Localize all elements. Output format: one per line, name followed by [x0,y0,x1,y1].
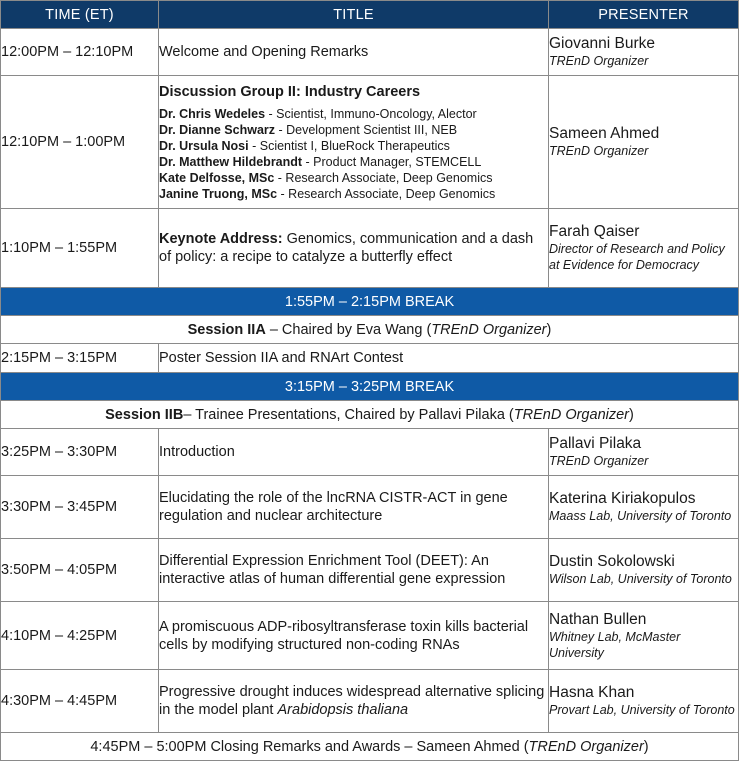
panelist-name: Dr. Dianne Schwarz [159,122,276,137]
header-row [1,1,739,29]
panelist-desc: - Scientist I, BlueRock Therapeutics [248,138,450,153]
keynote-title: Genomics, communication and a dash of policy: a recipe to catalyze a butterfly effect [159,231,534,265]
presenter-role: Provart Lab, University of Toronto [549,703,735,717]
session-heading [1,401,739,429]
session-close-paren: ) [546,321,552,338]
session-row-iib [1,401,739,429]
title-cell [159,670,549,733]
presenter-name: Pallavi Pilaka [549,435,642,452]
panelist-desc: - Research Associate, Deep Genomics [274,170,493,185]
presenter-cell [549,429,739,476]
title-cell: Introduction [159,429,549,476]
schedule-row-talk [1,539,739,602]
session-label: Session IIB [105,406,184,423]
presenter-role: Maass Lab, University of Toronto [549,509,732,523]
presenter-name: Giovanni Burke [549,35,655,52]
panelist [159,154,548,170]
break-label: 1:55PM – 2:15PM BREAK [1,288,739,316]
time-cell: 4:30PM – 4:45PM [1,670,159,733]
presenter-name: Nathan Bullen [549,610,647,628]
session-chair-role: TREnD Organizer [513,406,629,423]
panelist [159,122,548,138]
presenter-cell [549,209,739,288]
presenter-cell [549,476,739,539]
presenter-name: Sameen Ahmed [549,125,660,142]
discussion-heading: Discussion Group II: Industry Careers [159,83,421,100]
header-title: TITLE [159,1,549,29]
schedule-row-keynote [1,209,739,288]
session-label: Session IIA [187,321,266,338]
schedule-row-intro [1,429,739,476]
presenter-name: Hasna Khan [549,684,635,701]
header-presenter: PRESENTER [549,1,739,29]
panelist [159,186,548,202]
presenter-role: TREnD Organizer [549,454,649,468]
time-cell: 4:10PM – 4:25PM [1,602,159,670]
title-cell: Poster Session IIA and RNArt Contest [159,344,739,373]
talk-title: Progressive drought induces widespread alternative splicing in the model plant [159,684,545,718]
time-cell: 3:30PM – 3:45PM [1,476,159,539]
session-chair: – Trainee Presentations, Chaired by Pallavi Pilaka ( [183,406,514,423]
presenter-role: TREnD Organizer [549,144,649,158]
header-time: TIME (ET) [1,1,159,29]
session-close-paren: ) [629,406,634,423]
time-cell: 1:10PM – 1:55PM [1,209,159,288]
presenter-cell [549,76,739,209]
panelist-desc: - Scientist, Immuno-Oncology, Alector [265,106,477,121]
panelist-name: Dr. Matthew Hildebrandt [159,154,303,169]
break-row [1,373,739,401]
session-chair: – Chaired by Eva Wang ( [265,321,432,338]
session-row-iia [1,316,739,344]
presenter-cell [549,602,739,670]
presenter-role: Wilson Lab, University of Toronto [549,572,732,586]
time-cell: 2:15PM – 3:15PM [1,344,159,373]
session-chair-role: TREnD Organizer [431,321,547,338]
closing-text [1,733,739,761]
time-cell: 3:25PM – 3:30PM [1,429,159,476]
session-heading [1,316,739,344]
closing-row [1,733,739,761]
presenter-name: Dustin Sokolowski [549,553,675,570]
presenter-name: Farah Qaiser [549,223,640,240]
time-cell: 12:00PM – 12:10PM [1,29,159,76]
panelist-desc: - Development Scientist III, NEB [275,122,458,137]
panelist-name: Dr. Chris Wedeles [159,106,266,121]
title-cell: A promiscuous ADP-ribosyltransferase toxin kills bacterial cells by modifying structured non-coding RNAs [159,602,549,670]
presenter-name: Katerina Kiriakopulos [549,490,696,507]
panelist-name: Kate Delfosse, MSc [159,170,275,185]
schedule-row-talk [1,476,739,539]
title-cell [159,76,549,209]
presenter-role: Whitney Lab, McMaster University [549,629,681,660]
title-cell: Welcome and Opening Remarks [159,29,549,76]
title-cell: Differential Expression Enrichment Tool (DEET): An interactive atlas of human differential gene expression [159,539,549,602]
schedule-row-welcome [1,29,739,76]
talk-title-species: Arabidopsis thaliana [277,702,409,718]
schedule-row-talk [1,602,739,670]
time-cell: 3:50PM – 4:05PM [1,539,159,602]
schedule-row-poster [1,344,739,373]
break-row [1,288,739,316]
panelist [159,170,548,186]
presenter-cell [549,539,739,602]
panelist [159,106,548,122]
keynote-label: Keynote Address: [159,231,283,247]
closing-close-paren: ) [643,738,649,755]
title-cell: Elucidating the role of the lncRNA CISTR-ACT in gene regulation and nuclear architecture [159,476,549,539]
presenter-cell [549,29,739,76]
panelist-name: Dr. Ursula Nosi [159,138,249,153]
presenter-role: Director of Research and Policy at Evidence for Democracy [549,242,725,272]
panelist-name: Janine Truong, MSc [159,186,278,201]
panelist-desc: - Research Associate, Deep Genomics [277,186,496,201]
closing-label: 4:45PM – 5:00PM Closing Remarks and Awards – Sameen Ahmed ( [90,738,529,755]
closing-role: TREnD Organizer [528,738,644,755]
panelist-desc: - Product Manager, STEMCELL [302,154,482,169]
presenter-role: TREnD Organizer [549,54,649,68]
presenter-cell [549,670,739,733]
time-cell: 12:10PM – 1:00PM [1,76,159,209]
title-cell [159,209,549,288]
panelist [159,138,548,154]
schedule-row-talk [1,670,739,733]
break-label: 3:15PM – 3:25PM BREAK [1,373,739,401]
schedule-row-discussion [1,76,739,209]
